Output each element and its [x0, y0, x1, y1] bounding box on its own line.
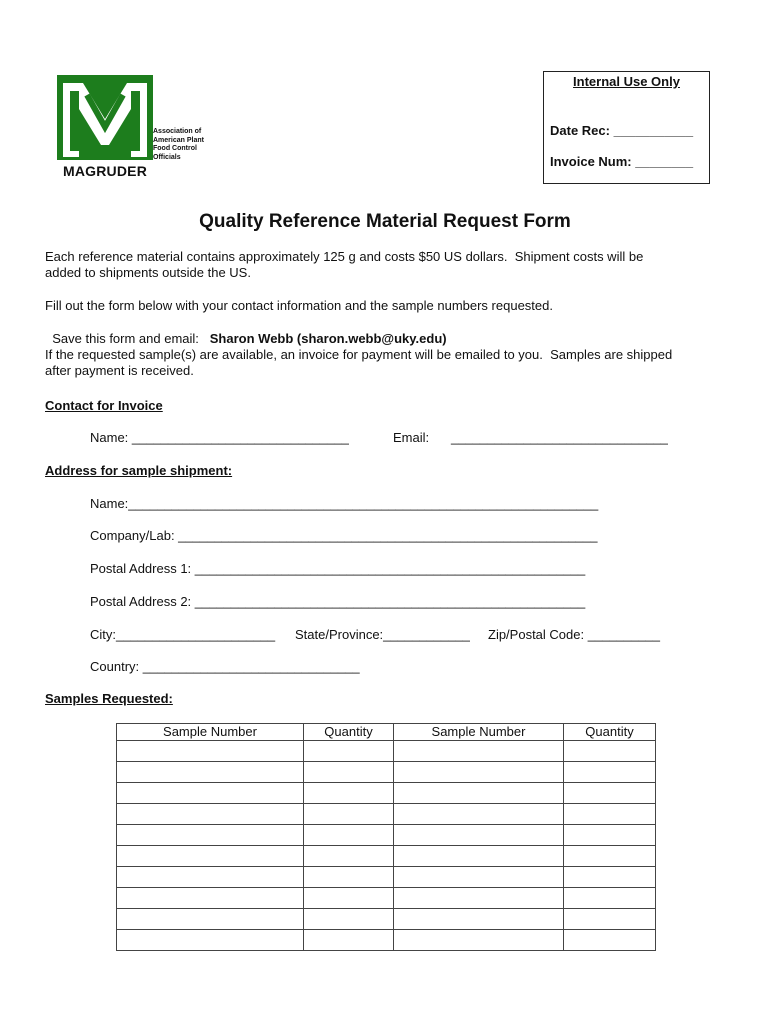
- state-province-field[interactable]: State/Province:____________: [295, 627, 470, 642]
- logo-wordmark: MAGRUDER: [57, 160, 153, 182]
- postal-address-2-field[interactable]: Postal Address 2: ______________________________________________________: [90, 594, 586, 609]
- quantity-cell[interactable]: [304, 846, 394, 867]
- contact-person-email[interactable]: Sharon Webb (sharon.webb@uky.edu): [209, 331, 447, 346]
- table-row: [117, 741, 656, 762]
- quantity-cell[interactable]: [304, 783, 394, 804]
- m-emblem-icon: [57, 75, 153, 157]
- magruder-logo: [57, 75, 153, 182]
- quantity-cell[interactable]: [564, 762, 656, 783]
- quantity-cell[interactable]: [304, 741, 394, 762]
- sample-number-cell[interactable]: [117, 846, 304, 867]
- sample-number-cell[interactable]: [394, 867, 564, 888]
- sample-number-cell[interactable]: [394, 825, 564, 846]
- table-row: [117, 783, 656, 804]
- column-header-quantity: Quantity: [304, 724, 394, 741]
- sample-number-cell[interactable]: [117, 783, 304, 804]
- table-row: [117, 909, 656, 930]
- city-field[interactable]: City:______________________: [90, 627, 276, 642]
- sample-number-cell[interactable]: [394, 909, 564, 930]
- table-row: [117, 804, 656, 825]
- quantity-cell[interactable]: [304, 804, 394, 825]
- zip-postal-code-field[interactable]: Zip/Postal Code: __________: [488, 627, 661, 642]
- contact-heading: Contact for Invoice: [45, 398, 163, 413]
- page-title: Quality Reference Material Request Form: [199, 211, 571, 232]
- sample-number-cell[interactable]: [394, 804, 564, 825]
- country-field[interactable]: Country: ______________________________: [90, 659, 360, 674]
- sample-number-cell[interactable]: [117, 930, 304, 951]
- quantity-cell[interactable]: [304, 909, 394, 930]
- table-row: [117, 867, 656, 888]
- quantity-cell[interactable]: [564, 909, 656, 930]
- column-header-sample-number: Sample Number: [394, 724, 564, 741]
- quantity-cell[interactable]: [304, 825, 394, 846]
- invoice-number-field[interactable]: Invoice Num: ________: [550, 154, 694, 169]
- sample-number-cell[interactable]: [394, 762, 564, 783]
- quantity-cell[interactable]: [304, 867, 394, 888]
- sample-number-cell[interactable]: [394, 846, 564, 867]
- quantity-cell[interactable]: [564, 846, 656, 867]
- samples-header-row: [117, 724, 656, 741]
- table-row: [117, 825, 656, 846]
- internal-use-box: [543, 71, 710, 184]
- company-lab-field[interactable]: Company/Lab: __________________________________________________________: [90, 528, 598, 543]
- samples-table: [116, 723, 656, 951]
- intro-text-3b: after payment is received.: [45, 363, 194, 378]
- quantity-cell[interactable]: [564, 888, 656, 909]
- quantity-cell[interactable]: [564, 804, 656, 825]
- table-row: [117, 930, 656, 951]
- address-heading: Address for sample shipment:: [45, 463, 233, 478]
- email-instruction: Save this form and email:: [52, 331, 199, 346]
- sample-number-cell[interactable]: [117, 762, 304, 783]
- intro-text-3a: If the requested sample(s) are available, an invoice for payment will be emailed to you. Samples are shipped: [45, 347, 673, 362]
- quantity-cell[interactable]: [564, 867, 656, 888]
- quantity-cell[interactable]: [304, 888, 394, 909]
- column-header-quantity: Quantity: [564, 724, 656, 741]
- sample-number-cell[interactable]: [117, 888, 304, 909]
- sample-number-cell[interactable]: [394, 930, 564, 951]
- quantity-cell[interactable]: [564, 930, 656, 951]
- intro-text-2b: [45, 315, 447, 347]
- internal-use-title: Internal Use Only: [573, 74, 680, 89]
- intro-text-2a: Fill out the form below with your contact information and the sample numbers requested.: [45, 298, 553, 313]
- table-row: [117, 762, 656, 783]
- logo-association-text: Association of American Plant Food Control Officials: [153, 128, 204, 161]
- address-name-field[interactable]: Name:_________________________________________________________________: [90, 496, 599, 511]
- sample-number-cell[interactable]: [394, 888, 564, 909]
- postal-address-1-field[interactable]: Postal Address 1: ______________________________________________________: [90, 561, 586, 576]
- quantity-cell[interactable]: [564, 741, 656, 762]
- contact-email-field[interactable]: ______________________________: [451, 430, 668, 445]
- quantity-cell[interactable]: [564, 783, 656, 804]
- column-header-sample-number: Sample Number: [117, 724, 304, 741]
- table-row: [117, 888, 656, 909]
- sample-number-cell[interactable]: [117, 825, 304, 846]
- sample-number-cell[interactable]: [117, 867, 304, 888]
- date-received-field[interactable]: Date Rec: ___________: [550, 123, 694, 138]
- table-row: [117, 846, 656, 867]
- quantity-cell[interactable]: [304, 762, 394, 783]
- quantity-cell[interactable]: [304, 930, 394, 951]
- sample-number-cell[interactable]: [117, 741, 304, 762]
- intro-text-1a: Each reference material contains approximately 125 g and costs $50 US dollars. Shipment costs will be: [45, 249, 644, 264]
- sample-number-cell[interactable]: [117, 909, 304, 930]
- sample-number-cell[interactable]: [394, 783, 564, 804]
- quantity-cell[interactable]: [564, 825, 656, 846]
- samples-heading: Samples Requested:: [45, 691, 173, 706]
- sample-number-cell[interactable]: [394, 741, 564, 762]
- intro-text-1b: added to shipments outside the US.: [45, 265, 251, 280]
- contact-name-field[interactable]: Name: ______________________________: [90, 430, 349, 445]
- sample-number-cell[interactable]: [117, 804, 304, 825]
- contact-email-label: Email:: [393, 430, 430, 445]
